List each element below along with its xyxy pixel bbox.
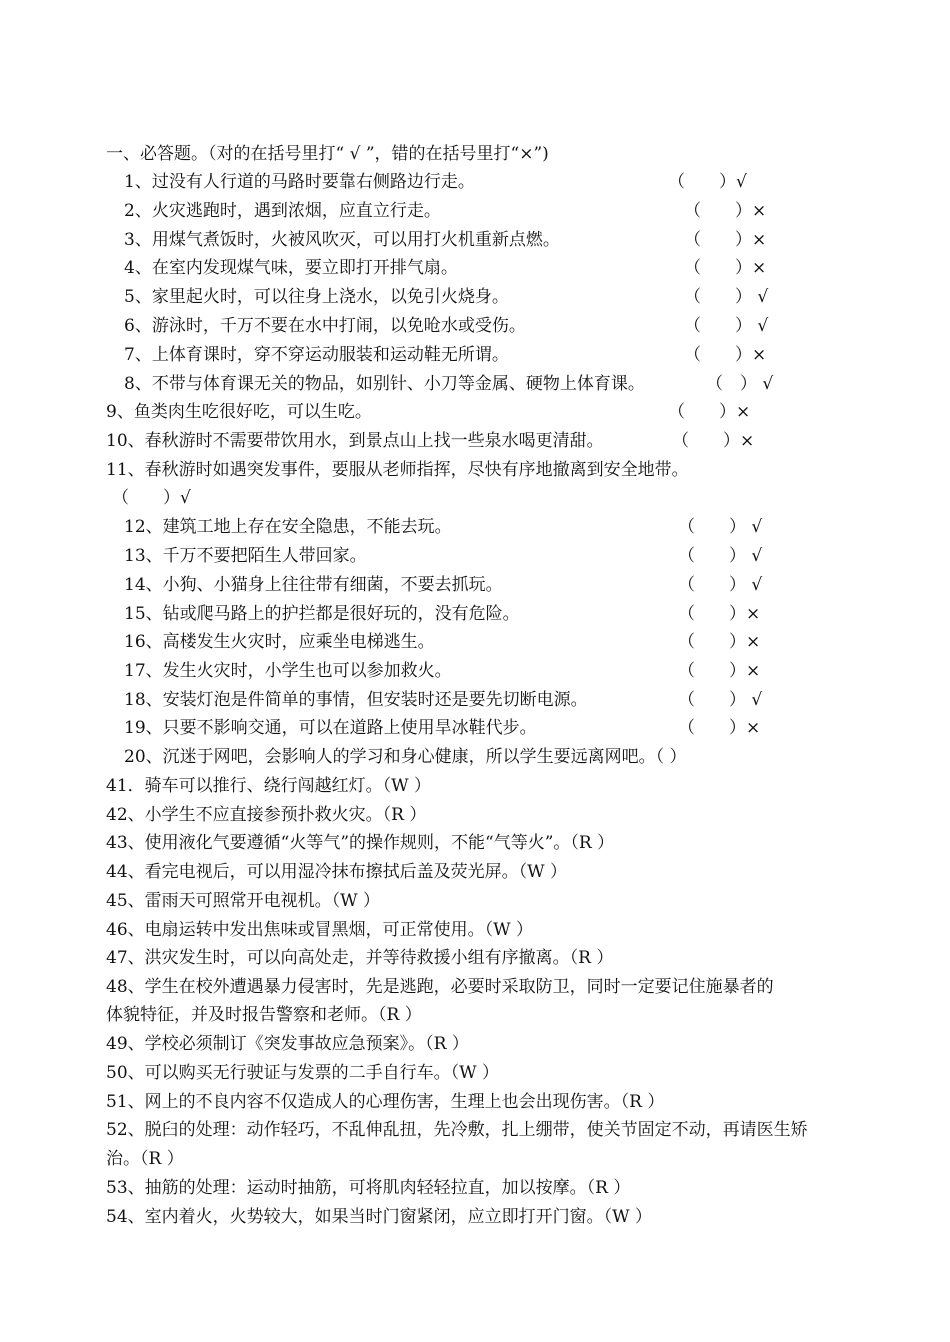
question-text: 治。（R ） — [106, 1149, 184, 1169]
heading-text: 一、必答题。（对的在括号里打“ √ ”，错的在括号里打“×”) — [106, 144, 549, 164]
question-text: 54、室内着火，火势较大，如果当时门窗紧闭，应立即打开门窗。（W ） — [106, 1207, 653, 1227]
question-text: 19、只要不影响交通，可以在道路上使用旱冰鞋代步。 — [124, 718, 537, 738]
answer-mark: （ ）× — [684, 230, 767, 250]
question-line — [0, 226, 950, 254]
question-line — [0, 398, 950, 426]
question-line — [0, 1059, 950, 1087]
question-line — [0, 341, 950, 369]
answer-mark: （ ） √ — [678, 517, 763, 537]
question-text: 14、小狗、小猫身上往往带有细菌，不要去抓玩。 — [124, 575, 503, 595]
question-line — [0, 283, 950, 311]
answer-mark: （ ）× — [684, 345, 767, 365]
question-text: 18、安装灯泡是件简单的事情，但安装时还是要先切断电源。 — [124, 690, 588, 710]
question-line — [0, 772, 950, 800]
answer-mark: （ ）× — [678, 718, 761, 738]
question-text: 5、家里起火时，可以往身上浇水，以免引火烧身。 — [124, 287, 509, 307]
question-line — [0, 1116, 950, 1144]
question-text: 51、网上的不良内容不仅造成人的心理伤害，生理上也会出现伤害。（R ） — [106, 1092, 665, 1112]
question-text: 16、高楼发生火灾时，应乘坐电梯逃生。 — [124, 632, 435, 652]
question-line — [0, 168, 950, 196]
question-line — [0, 743, 950, 771]
question-text: 49、学校必须制订《突发事故应急预案》。（R ） — [106, 1034, 469, 1054]
question-line — [0, 801, 950, 829]
question-line — [0, 254, 950, 282]
question-text: 50、可以购买无行驶证与发票的二手自行车。（W ） — [106, 1063, 500, 1083]
question-line — [0, 571, 950, 599]
answer-mark: （ ）√ — [668, 172, 747, 192]
question-line — [0, 312, 950, 340]
question-text: 4、在室内发现煤气味，要立即打开排气扇。 — [124, 258, 458, 278]
question-text: 3、用煤气煮饭时，火被风吹灭，可以用打火机重新点燃。 — [124, 230, 560, 250]
question-text: 15、钻或爬马路上的护拦都是很好玩的，没有危险。 — [124, 604, 520, 624]
question-line — [0, 513, 950, 541]
question-line — [0, 1030, 950, 1058]
question-line — [0, 484, 950, 512]
question-line — [0, 944, 950, 972]
question-text: 42、小学生不应直接参预扑救火灾。（R ） — [106, 805, 427, 825]
question-line — [0, 973, 950, 1001]
question-line — [0, 714, 950, 742]
answer-mark: （ ）× — [672, 431, 755, 451]
answer-mark: （ ）× — [678, 604, 761, 624]
question-text: 13、千万不要把陌生人带回家。 — [124, 546, 367, 566]
answer-mark: （ ） √ — [678, 546, 763, 566]
question-text: 10、春秋游时不需要带饮用水，到景点山上找一些泉水喝更清甜。 — [106, 431, 604, 451]
question-text: 9、鱼类肉生吃很好吃，可以生吃。 — [106, 402, 372, 422]
question-line — [0, 916, 950, 944]
answer-mark: （ ）× — [678, 632, 761, 652]
question-line — [0, 197, 950, 225]
question-line — [0, 829, 950, 857]
answer-mark: （ ）× — [668, 402, 751, 422]
question-text: 52、脱臼的处理：动作轻巧，不乱伸乱扭，先冷敷，扎上绷带，使关节固定不动，再请医生矫 — [106, 1120, 808, 1140]
question-line — [0, 858, 950, 886]
question-text: 43、使用液化气要遵循“火等气”的操作规则，不能“气等火”。（R ） — [106, 833, 615, 853]
answer-mark: （ ）× — [684, 258, 767, 278]
answer-mark: （ ） √ — [684, 316, 769, 336]
answer-mark: （ ） √ — [678, 575, 763, 595]
question-text: （ ）√ — [112, 488, 191, 508]
question-line — [0, 542, 950, 570]
answer-mark: （ ）× — [678, 661, 761, 681]
question-line — [0, 456, 950, 484]
question-text: 53、抽筋的处理：运动时抽筋，可将肌肉轻轻拉直，加以按摩。（R ） — [106, 1178, 631, 1198]
question-line — [0, 657, 950, 685]
question-line — [0, 1203, 950, 1231]
question-text: 11、春秋游时如遇突发事件，要服从老师指挥，尽快有序地撤离到安全地带。 — [106, 460, 689, 480]
question-line — [0, 1001, 950, 1029]
question-text: 6、游泳时，千万不要在水中打闹，以免呛水或受伤。 — [124, 316, 526, 336]
question-line — [0, 628, 950, 656]
question-line — [0, 370, 950, 398]
question-line — [0, 600, 950, 628]
question-line — [0, 427, 950, 455]
question-text: 体貌特征，并及时报告警察和老师。（R ） — [106, 1005, 422, 1025]
question-line — [0, 686, 950, 714]
question-text: 12、建筑工地上存在安全隐患，不能去玩。 — [124, 517, 452, 537]
answer-mark: （ ） √ — [678, 690, 763, 710]
question-text: 44、看完电视后，可以用湿冷抹布擦拭后盖及荧光屏。（W ） — [106, 862, 568, 882]
question-text: 2、火灾逃跑时，遇到浓烟，应直立行走。 — [124, 201, 441, 221]
answer-mark: （ ） √ — [706, 374, 774, 394]
question-line — [0, 1174, 950, 1202]
question-text: 1、过没有人行道的马路时要靠右侧路边行走。 — [124, 172, 475, 192]
answer-mark: （ ） √ — [684, 287, 769, 307]
question-line — [0, 1088, 950, 1116]
question-line — [0, 887, 950, 915]
question-text: 45、雷雨天可照常开电视机。（W ） — [106, 891, 381, 911]
question-text: 48、学生在校外遭遇暴力侵害时，先是逃跑，必要时采取防卫，同时一定要记住施暴者的 — [106, 977, 774, 997]
question-line — [0, 1145, 950, 1173]
question-text: 17、发生火灾时，小学生也可以参加救火。 — [124, 661, 452, 681]
question-text: 7、上体育课时，穿不穿运动服装和运动鞋无所谓。 — [124, 345, 509, 365]
question-text: 41．骑车可以推行、绕行闯越红灯。（W ） — [106, 776, 432, 796]
question-text: 8、不带与体育课无关的物品，如别针、小刀等金属、硬物上体育课。 — [124, 374, 645, 394]
question-text: 46、电扇运转中发出焦味或冒黑烟，可正常使用。（W ） — [106, 920, 534, 940]
question-text: 20、沉迷于网吧，会影响人的学习和身心健康，所以学生要远离网吧。（ ） — [124, 747, 687, 767]
question-text: 47、洪灾发生时，可以向高处走，并等待救援小组有序撤离。（R ） — [106, 948, 614, 968]
section-heading — [0, 140, 950, 168]
answer-mark: （ ）× — [684, 201, 767, 221]
